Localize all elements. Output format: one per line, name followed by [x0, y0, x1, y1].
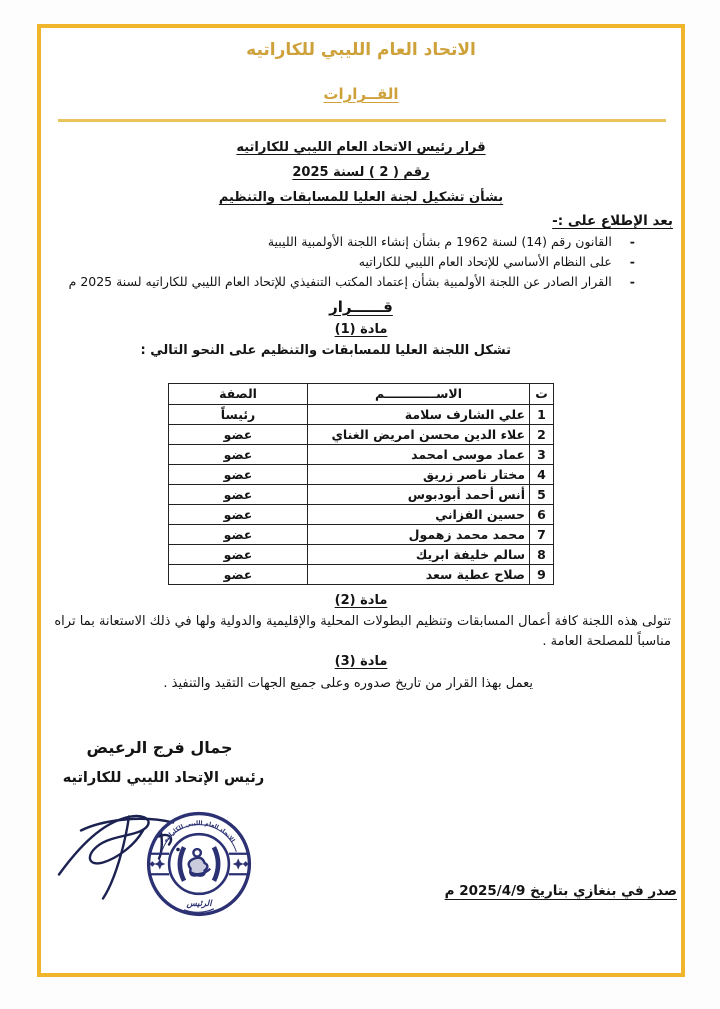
cell-num: 7	[530, 525, 554, 545]
cell-name: سالم خليفة ابريك	[308, 545, 530, 565]
committee-table	[168, 383, 554, 585]
cell-role: عضو	[169, 565, 308, 585]
cell-name: مختار ناصر زريق	[308, 465, 530, 485]
dash-bullet: -	[629, 234, 635, 249]
header-cell-num: ت	[530, 384, 554, 405]
cell-role: رئيساً	[169, 405, 308, 425]
star-icon	[154, 858, 165, 869]
cell-num: 6	[530, 505, 554, 525]
article3-text: يعمل بهذا القرار من تاريخ صدوره وعلى جميع الجهات التقيد والتنفيذ .	[163, 676, 533, 691]
official-stamp	[143, 808, 255, 920]
cell-name: أنس أحمد أبودبوس	[308, 485, 530, 505]
preamble-heading: بعد الإطلاع على :-	[552, 213, 673, 229]
cell-role: عضو	[169, 485, 308, 505]
article1-heading: مادة (1)	[334, 322, 388, 337]
cell-num: 3	[530, 445, 554, 465]
stamp-top-text: الاتحاد العام الليبي للكاراتيه	[162, 820, 236, 844]
article3-heading: مادة (3)	[334, 654, 388, 669]
dash-bullet: -	[629, 274, 635, 289]
cell-role: عضو	[169, 465, 308, 485]
divider-line	[58, 119, 666, 122]
decree-number: رقم ( 2 ) لسنة 2025	[292, 165, 430, 180]
cell-name: علاء الدين محسن امريض الغناي	[308, 425, 530, 445]
table-header-row	[169, 384, 554, 405]
document-page	[37, 24, 685, 977]
preamble-item-text: القانون رقم (14) لسنة 1962 م بشأن إنشاء اللجنة الأولمبية الليبية	[267, 234, 612, 249]
table-row	[169, 485, 554, 505]
preamble-item	[49, 274, 635, 289]
cell-role: عضو	[169, 445, 308, 465]
cell-name: عماد موسى امحمد	[308, 445, 530, 465]
committee-table-body	[169, 405, 554, 585]
cell-role: عضو	[169, 425, 308, 445]
header-cell-role: الصفة	[169, 384, 308, 405]
signatory-name: جمال فرج الرعيض	[86, 738, 233, 757]
preamble-item	[49, 254, 635, 269]
cell-num: 4	[530, 465, 554, 485]
decree-title: قرار رئيس الاتحاد العام الليبي للكاراتيه	[236, 140, 486, 155]
cell-num: 9	[530, 565, 554, 585]
cell-name: محمد محمد زهمول	[308, 525, 530, 545]
preamble-item-text: القرار الصادر عن اللجنة الأولمبية بشأن إعتماد المكتب التنفيذي للإتحاد العام الليبي للكاراتيه لسنة 2025 م	[68, 274, 612, 289]
federation-title: الاتحاد العام الليبي للكاراتيه	[246, 40, 476, 60]
preamble-item	[49, 234, 635, 249]
table-row	[169, 505, 554, 525]
article2-heading: مادة (2)	[334, 593, 388, 608]
cell-num: 5	[530, 485, 554, 505]
table-row	[169, 405, 554, 425]
cell-role: عضو	[169, 525, 308, 545]
decisions-heading: القــرارات	[323, 85, 399, 103]
table-row	[169, 465, 554, 485]
committee-table-header	[169, 384, 554, 405]
table-row	[169, 525, 554, 545]
cell-name: علي الشارف سلامة	[308, 405, 530, 425]
cell-num: 8	[530, 545, 554, 565]
cell-num: 2	[530, 425, 554, 445]
table-row	[169, 425, 554, 445]
decree-subject: بشأن تشكيل لجنة العليا للمسابقات والتنظيم	[218, 190, 504, 205]
decision-heading: قــــــرار	[329, 298, 393, 316]
article1-intro: تشكل اللجنة العليا للمسابقات والتنظيم على النحو التالي :	[140, 343, 511, 358]
table-row	[169, 445, 554, 465]
cell-role: عضو	[169, 505, 308, 525]
header-cell-name: الاســــــــــــم	[308, 384, 530, 405]
cell-name: صلاح عطية سعد	[308, 565, 530, 585]
article2-text: تتولى هذه اللجنة كافة أعمال المسابقات وتنظيم البطولات المحلية والإقليمية والدولية ولها في ذلك الاستعانة بما تراه مناسباً للمصلحة العامة .	[54, 614, 671, 649]
cell-role: عضو	[169, 545, 308, 565]
karate-figure-icon	[189, 849, 211, 876]
table-row	[169, 545, 554, 565]
star-icon	[233, 858, 244, 869]
stamp-bottom-text: الرئيس	[186, 898, 212, 908]
cell-name: حسين الفزاني	[308, 505, 530, 525]
signatory-title: رئيس الإتحاد الليبي للكاراتيه	[62, 770, 265, 786]
dash-bullet: -	[629, 254, 635, 269]
preamble-item-text: على النظام الأساسي للإتحاد العام الليبي للكاراتيه	[358, 254, 612, 269]
table-row	[169, 565, 554, 585]
cell-num: 1	[530, 405, 554, 425]
issue-date-line: صدر في بنغازي بتاريخ 2025/4/9 م	[444, 883, 677, 899]
